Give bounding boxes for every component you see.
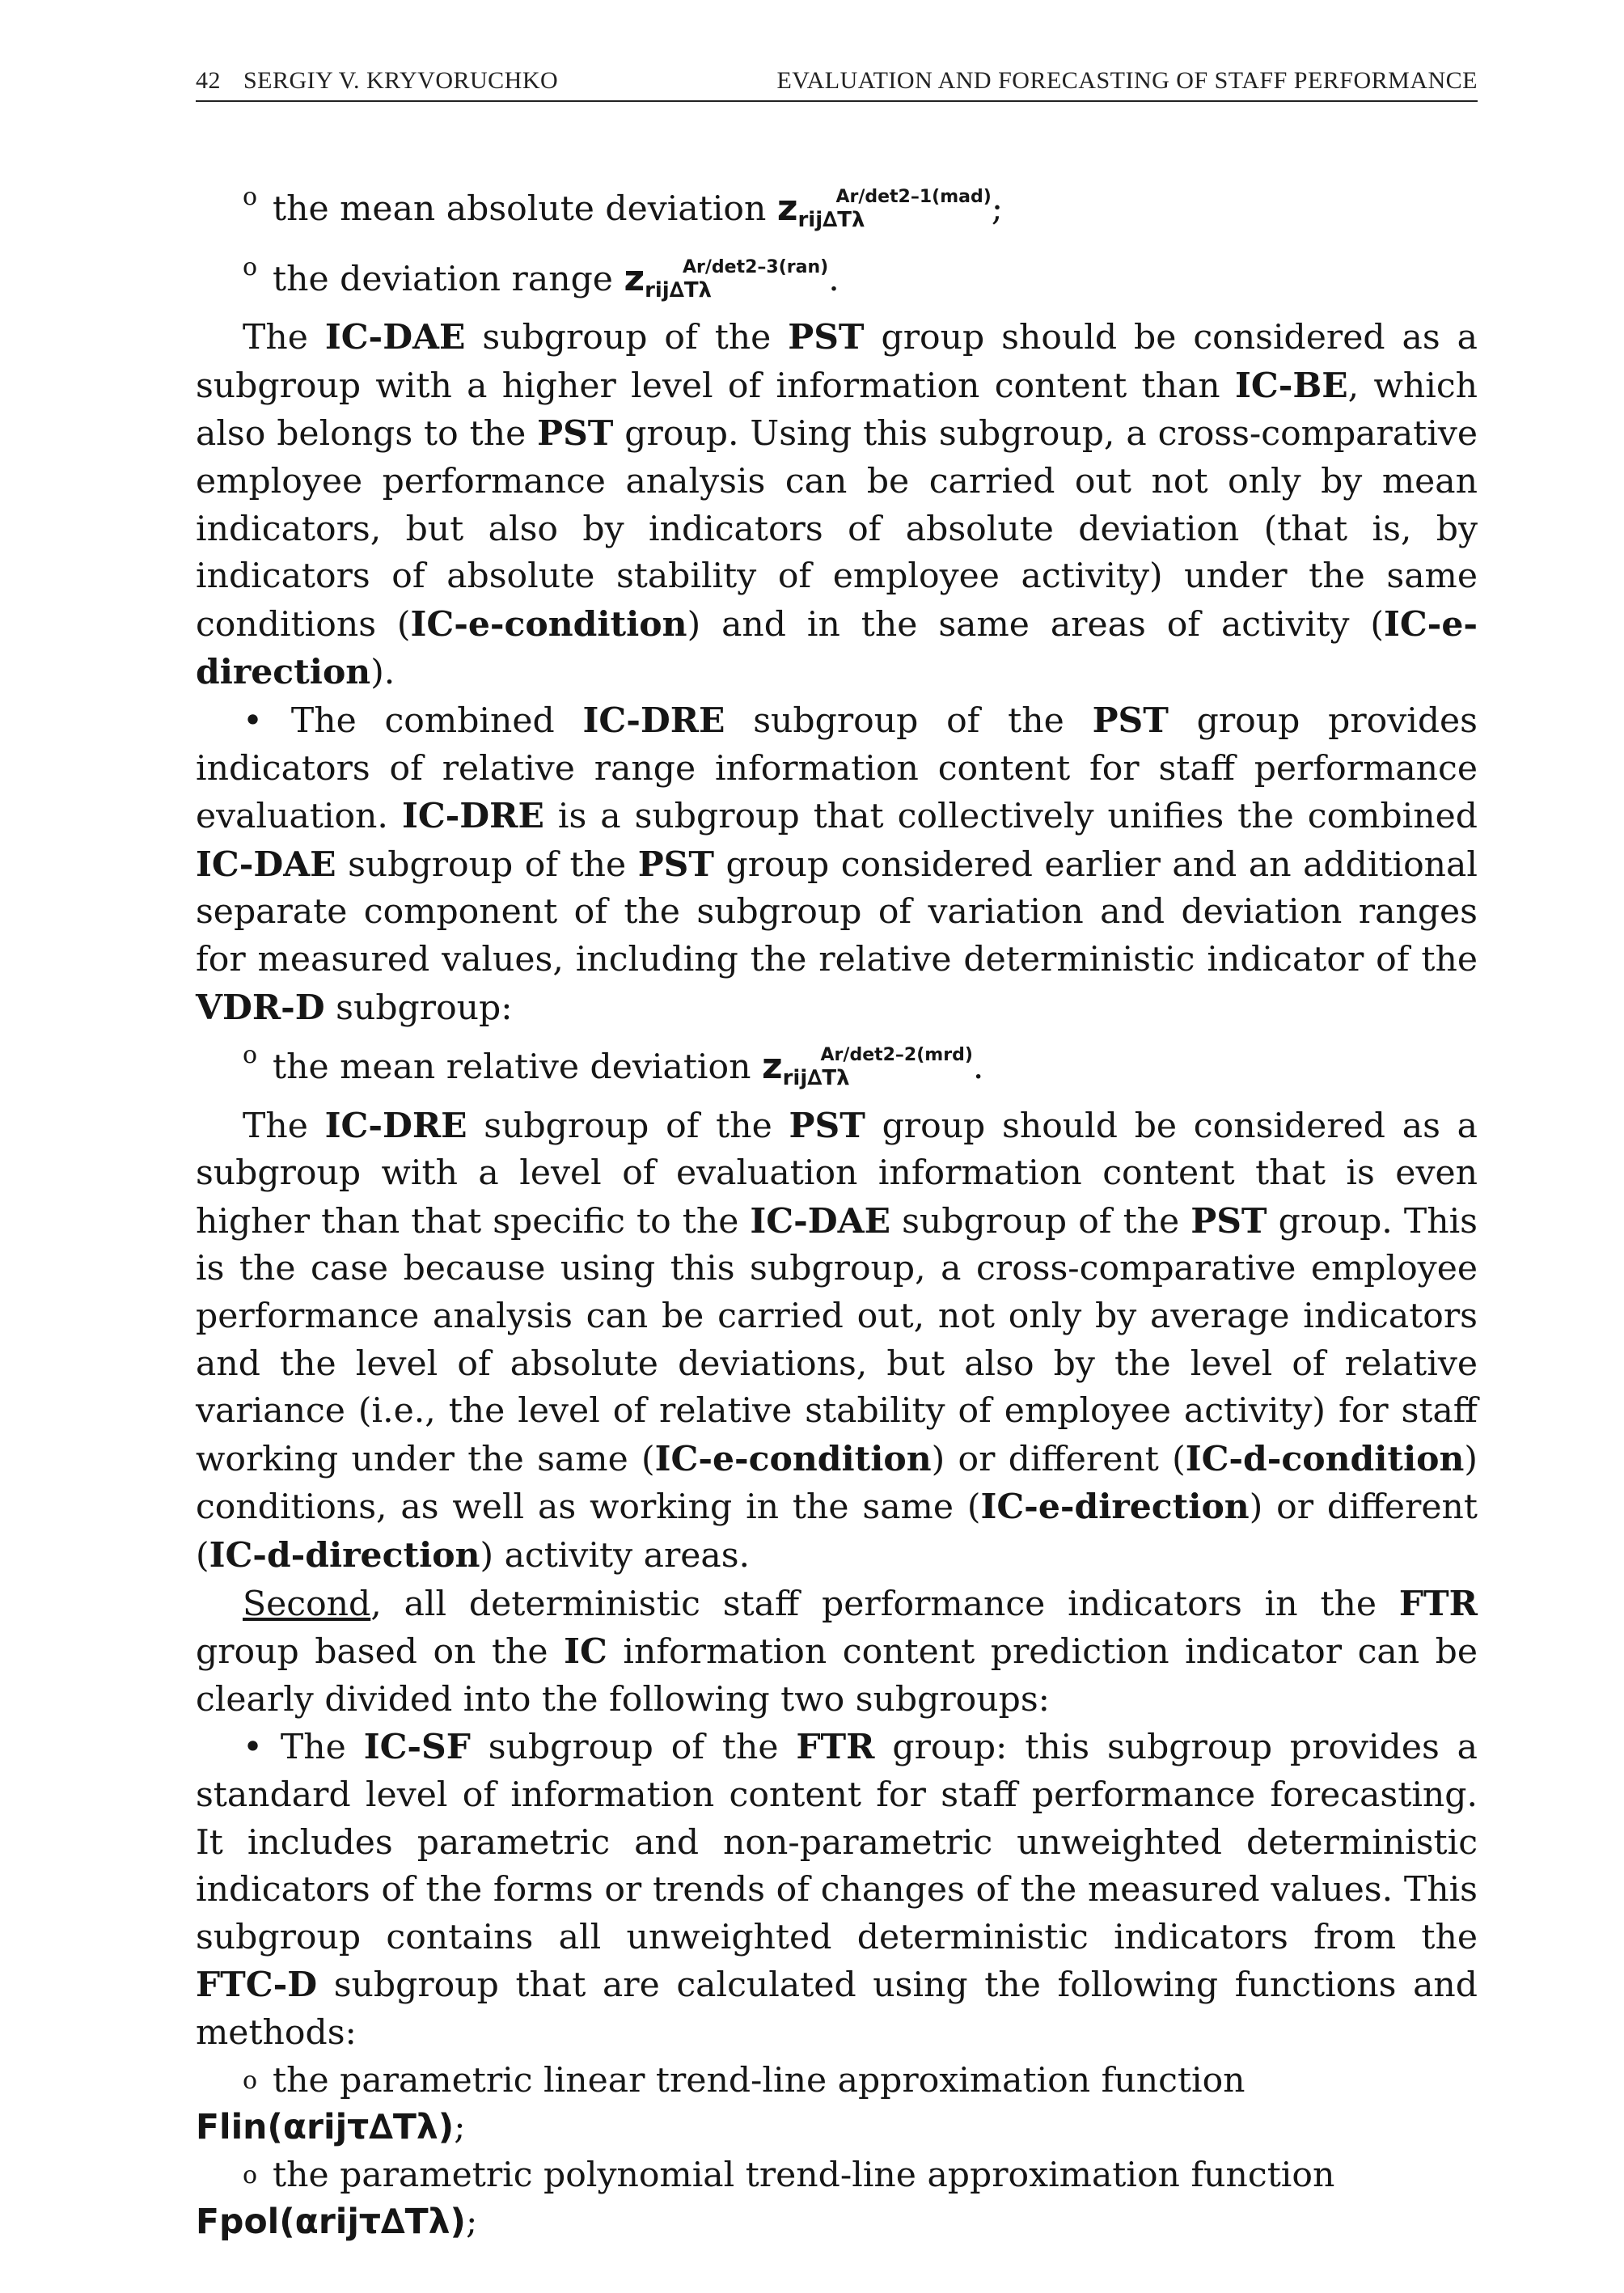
formula: $z_{rij\Delta T\lambda}^{Ar/det2-2(mrd)}$ xyxy=(761,1045,973,1091)
page-number: 42 xyxy=(196,67,221,94)
bulleted-paragraph: • The combined IC-DRE subgroup of the PST group provides indicators of relative range information content for staff performance evaluation. IC-DRE is a subgroup that collectively unifies the combined IC-DAE subgroup of the PST group considered earlier and an additional separate component of the subgroup of variation and deviation ranges for measured values, including the relative deterministic indicator of the VDR-D subgroup: xyxy=(196,700,1478,1028)
list-item-polynomial-trend: o the parametric polynomial trend-line approximation function xyxy=(196,2152,1478,2200)
paragraph: The IC-DAE subgroup of the PST group should be considered as a subgroup with a higher level of information content than IC-BE, which also belongs to the PST group. Using this subgroup, a cross-comparative employee performance analysis can be carried out not only by mean indicators, but also by indicators of absolute deviation (that is, by indicators of absolute stability of employee activity) under the same conditions (IC-e-condition) and in the same areas of activity (IC-e-direction). xyxy=(196,317,1478,693)
list-item-mean-relative-deviation: o the mean relative deviation $z_{rij\Delta T\lambda}^{Ar/det2-2(mrd)}$. xyxy=(196,1032,1478,1102)
list-item-deviation-range: o the deviation range $z_{rij\Delta T\lambda}^{Ar/det2-3(ran)}$. xyxy=(196,244,1478,315)
header-title: EVALUATION AND FORECASTING OF STAFF PERFORMANCE xyxy=(776,67,1478,94)
page-body xyxy=(196,174,1478,2247)
formula-line: Flin(αrijτ∆Tλ); xyxy=(196,2108,466,2148)
bulleted-paragraph: • The IC-SF subgroup of the FTR group: this subgroup provides a standard level of information content for staff performance forecasting. It includes parametric and non-parametric unweighted deterministic indicators of the forms or trends of changes of the measured values. This subgroup contains all unweighted deterministic indicators from the FTC-D subgroup that are calculated using the following functions and methods: xyxy=(196,1727,1478,2053)
list-item-linear-trend: o the parametric linear trend-line approximation function xyxy=(196,2058,1478,2105)
bullet-circle-icon: o xyxy=(243,252,258,281)
list-item-mean-absolute-deviation: o the mean absolute deviation $z_{rij\Delta T\lambda}^{Ar/det2-1(mad)}$; xyxy=(196,174,1478,244)
header-author: SERGIY V. KRYVORUCHKO xyxy=(243,67,559,94)
bullet-circle-icon: o xyxy=(243,1041,258,1070)
bullet-circle-icon: o xyxy=(243,2160,258,2189)
formula: $z_{rij\Delta T\lambda}^{Ar/det2-3(ran)}$ xyxy=(624,256,829,302)
running-header xyxy=(196,65,1478,102)
bullet-circle-icon: o xyxy=(243,2066,258,2095)
paragraph: The IC-DRE subgroup of the PST group should be considered as a subgroup with a level of evaluation information content that is even higher than that specific to the IC-DAE subgroup of the PST group. This is the case because using this subgroup, a cross-comparative employee performance analysis can be carried out, not only by average indicators and the level of absolute deviations, but also by the level of relative variance (i.e., the level of relative stability of employee activity) for staff working under the same (IC-e-condition) or different (IC-d-condition) conditions, as well as working in the same (IC-e-direction) or different (IC-d-direction) activity areas. xyxy=(196,1105,1478,1576)
bullet-circle-icon: o xyxy=(243,183,258,211)
paragraph: Second, all deterministic staff performance indicators in the FTR group based on the IC information content prediction indicator can be clearly divided into the following two subgroups: xyxy=(196,1583,1478,1720)
formula: $z_{rij\Delta T\lambda}^{Ar/det2-1(mad)}$ xyxy=(776,187,992,232)
formula-line: Fpol(αrijτ∆Tλ); xyxy=(196,2202,478,2243)
